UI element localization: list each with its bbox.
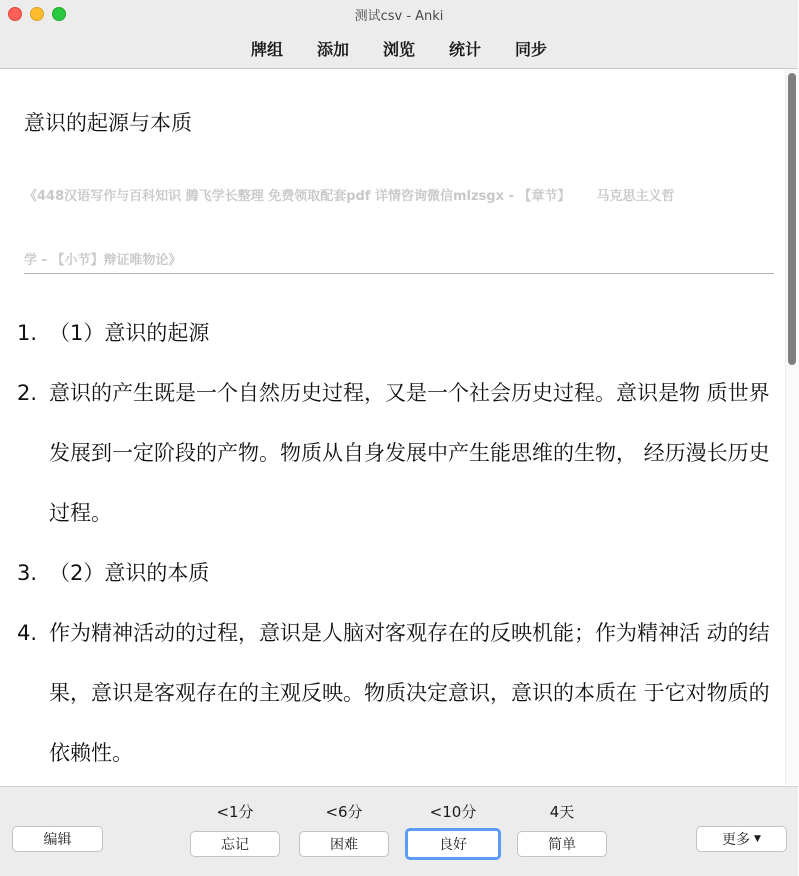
caret-down-icon: ▼	[754, 834, 761, 844]
answer-hard-button[interactable]: 困难	[299, 831, 389, 857]
answer-item	[17, 303, 773, 363]
card-answer-list	[17, 303, 773, 783]
answer-easy-button[interactable]: 简单	[517, 831, 607, 857]
card-question: 意识的起源与本质	[24, 111, 192, 135]
source-text-part3: 学 - 【小节】辩证唯物论》	[24, 253, 182, 268]
review-bottom-bar	[0, 786, 798, 876]
edit-button[interactable]: 编辑	[12, 826, 103, 852]
source-text-part2: 马克思主义哲	[596, 189, 675, 204]
source-text-part1: 《448汉语写作与百科知识 腾飞学长整理 免费领取配套pdf 详情咨询微信mlzsgx - 【章节】	[24, 189, 571, 204]
minimize-window-button[interactable]	[30, 7, 44, 21]
scrollbar-thumb[interactable]	[788, 73, 796, 365]
toolbar-add[interactable]: 添加	[316, 39, 349, 59]
answer-item	[17, 603, 773, 783]
toolbar-sync[interactable]: 同步	[515, 39, 548, 59]
window-title: 测试csv - Anki	[354, 8, 444, 24]
toolbar-decks[interactable]: 牌组	[250, 39, 283, 59]
answer-item-text: （1）意识的起源	[49, 321, 210, 345]
answer-item-number: 4.	[17, 621, 38, 645]
more-button-label: 更多	[722, 832, 751, 848]
answer-item-number: 3.	[17, 561, 38, 585]
answer-item-text: （2）意识的本质	[49, 561, 210, 585]
main-toolbar	[0, 28, 798, 69]
more-button[interactable]	[696, 826, 787, 852]
answer-interval-good: <10分	[429, 803, 477, 821]
answer-again-button[interactable]: 忘记	[190, 831, 280, 857]
card-content	[0, 69, 785, 785]
answer-item	[17, 543, 773, 603]
question-answer-divider	[24, 273, 774, 274]
answer-item-text: 作为精神活动的过程，意识是人脑对客观存在的反映机能；作为精神活 动的结果，意识是客观存在的主观反映。物质决定意识，意识的本质在 于它对物质的依赖性。	[49, 621, 770, 765]
window-controls	[8, 7, 66, 21]
close-window-button[interactable]	[8, 7, 22, 21]
vertical-scrollbar[interactable]	[785, 69, 799, 785]
answer-interval-hard: <6分	[325, 803, 363, 821]
answer-interval-easy: 4天	[549, 803, 575, 821]
answer-item-number: 1.	[17, 321, 38, 345]
title-bar	[0, 0, 798, 28]
toolbar-stats[interactable]: 统计	[449, 39, 482, 59]
answer-interval-again: <1分	[216, 803, 254, 821]
answer-item	[17, 363, 773, 543]
answer-item-number: 2.	[17, 381, 38, 405]
toolbar-browse[interactable]: 浏览	[382, 39, 415, 59]
answer-item-text: 意识的产生既是一个自然历史过程，又是一个社会历史过程。意识是物 质世界发展到一定阶段的产物。物质从自身发展中产生能思维的生物， 经历漫长历史过程。	[49, 381, 770, 525]
answer-good-button[interactable]: 良好	[405, 828, 501, 860]
maximize-window-button[interactable]	[52, 7, 66, 21]
